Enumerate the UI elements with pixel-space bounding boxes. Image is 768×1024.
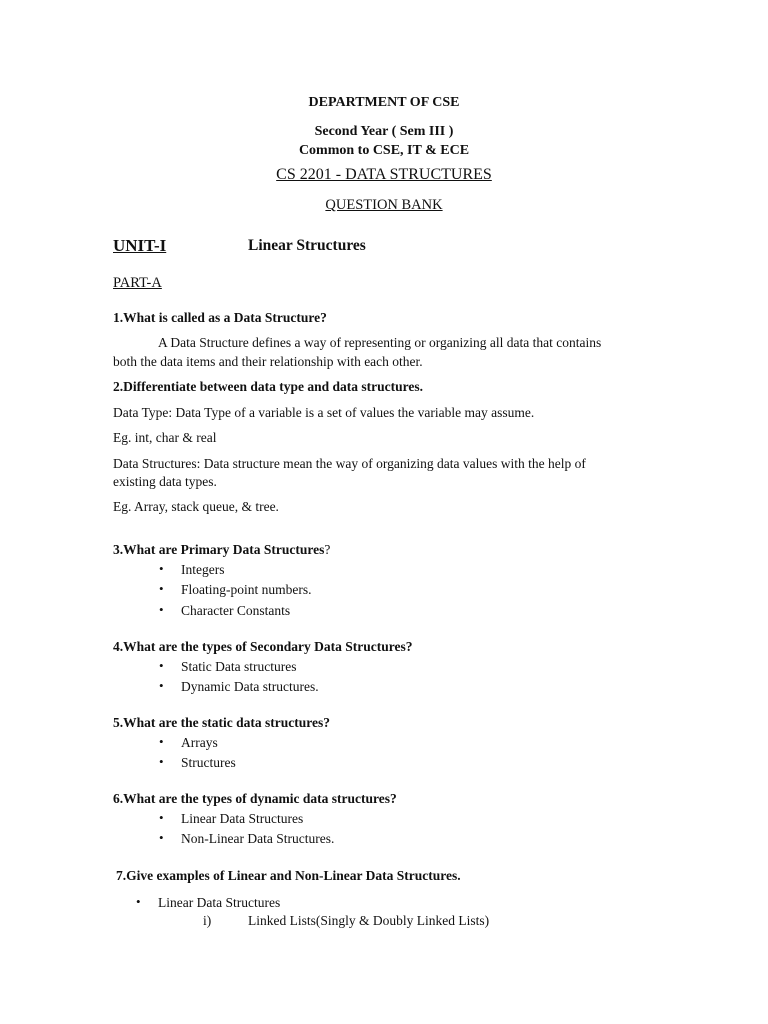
q6-item-1: Linear Data Structures (181, 811, 304, 826)
q7-sub-number: i) (203, 913, 212, 928)
data-structure-definition-line-1: Data Structures: Data structure mean the way of organizing data values with the help of (113, 456, 586, 471)
answer-1-line-1: A Data Structure defines a way of representing or organizing all data that contains (158, 335, 602, 350)
part-heading: PART-A (113, 275, 162, 291)
question-4: 4.What are the types of Secondary Data Structures? (113, 639, 413, 654)
q3-item-3: Character Constants (181, 603, 291, 618)
q7-sub-text: Linked Lists(Singly & Doubly Linked Lists) (248, 913, 490, 928)
data-structure-definition-line-2: existing data types. (113, 474, 217, 489)
year-heading: Second Year ( Sem III ) (314, 124, 454, 139)
q7-item-1: Linear Data Structures (158, 895, 281, 910)
q4-item-1: Static Data structures (181, 659, 297, 674)
question-3-mark: ? (324, 542, 331, 557)
question-1: 1.What is called as a Data Structure? (113, 310, 327, 325)
question-7: 7.Give examples of Linear and Non-Linear Data Structures. (116, 868, 461, 883)
q3-item-1: Integers (181, 562, 225, 577)
bullet-icon: • (159, 658, 164, 673)
bullet-icon: • (159, 561, 164, 576)
bullet-icon: • (136, 894, 141, 909)
question-bank-heading: QUESTION BANK (325, 197, 443, 213)
bullet-icon: • (159, 602, 164, 617)
bullet-icon: • (159, 810, 164, 825)
unit-label: UNIT-I (113, 236, 167, 255)
data-type-example: Eg. int, char & real (113, 430, 217, 445)
question-5: 5.What are the static data structures? (113, 715, 330, 730)
bullet-icon: • (159, 830, 164, 845)
question-2: 2.Differentiate between data type and data structures. (113, 379, 423, 394)
common-heading: Common to CSE, IT & ECE (298, 143, 470, 158)
answer-1-line-2: both the data items and their relationship with each other. (113, 354, 423, 369)
q5-item-2: Structures (181, 755, 236, 770)
q6-item-2: Non-Linear Data Structures. (181, 831, 335, 846)
q4-item-2: Dynamic Data structures. (181, 679, 319, 694)
bullet-icon: • (159, 754, 164, 769)
data-structure-example: Eg. Array, stack queue, & tree. (113, 499, 279, 514)
data-type-definition: Data Type: Data Type of a variable is a set of values the variable may assume. (113, 405, 535, 420)
course-title: CS 2201 - DATA STRUCTURES (276, 166, 492, 183)
bullet-icon: • (159, 581, 164, 596)
unit-title: Linear Structures (248, 237, 366, 254)
question-3 (113, 542, 330, 558)
q5-item-1: Arrays (181, 735, 218, 750)
bullet-icon: • (159, 734, 164, 749)
department-heading: DEPARTMENT OF CSE (308, 95, 460, 110)
question-6: 6.What are the types of dynamic data structures? (113, 791, 397, 806)
bullet-icon: • (159, 678, 164, 693)
question-3-text: 3.What are Primary Data Structures (113, 542, 325, 557)
q3-item-2: Floating-point numbers. (181, 582, 312, 597)
